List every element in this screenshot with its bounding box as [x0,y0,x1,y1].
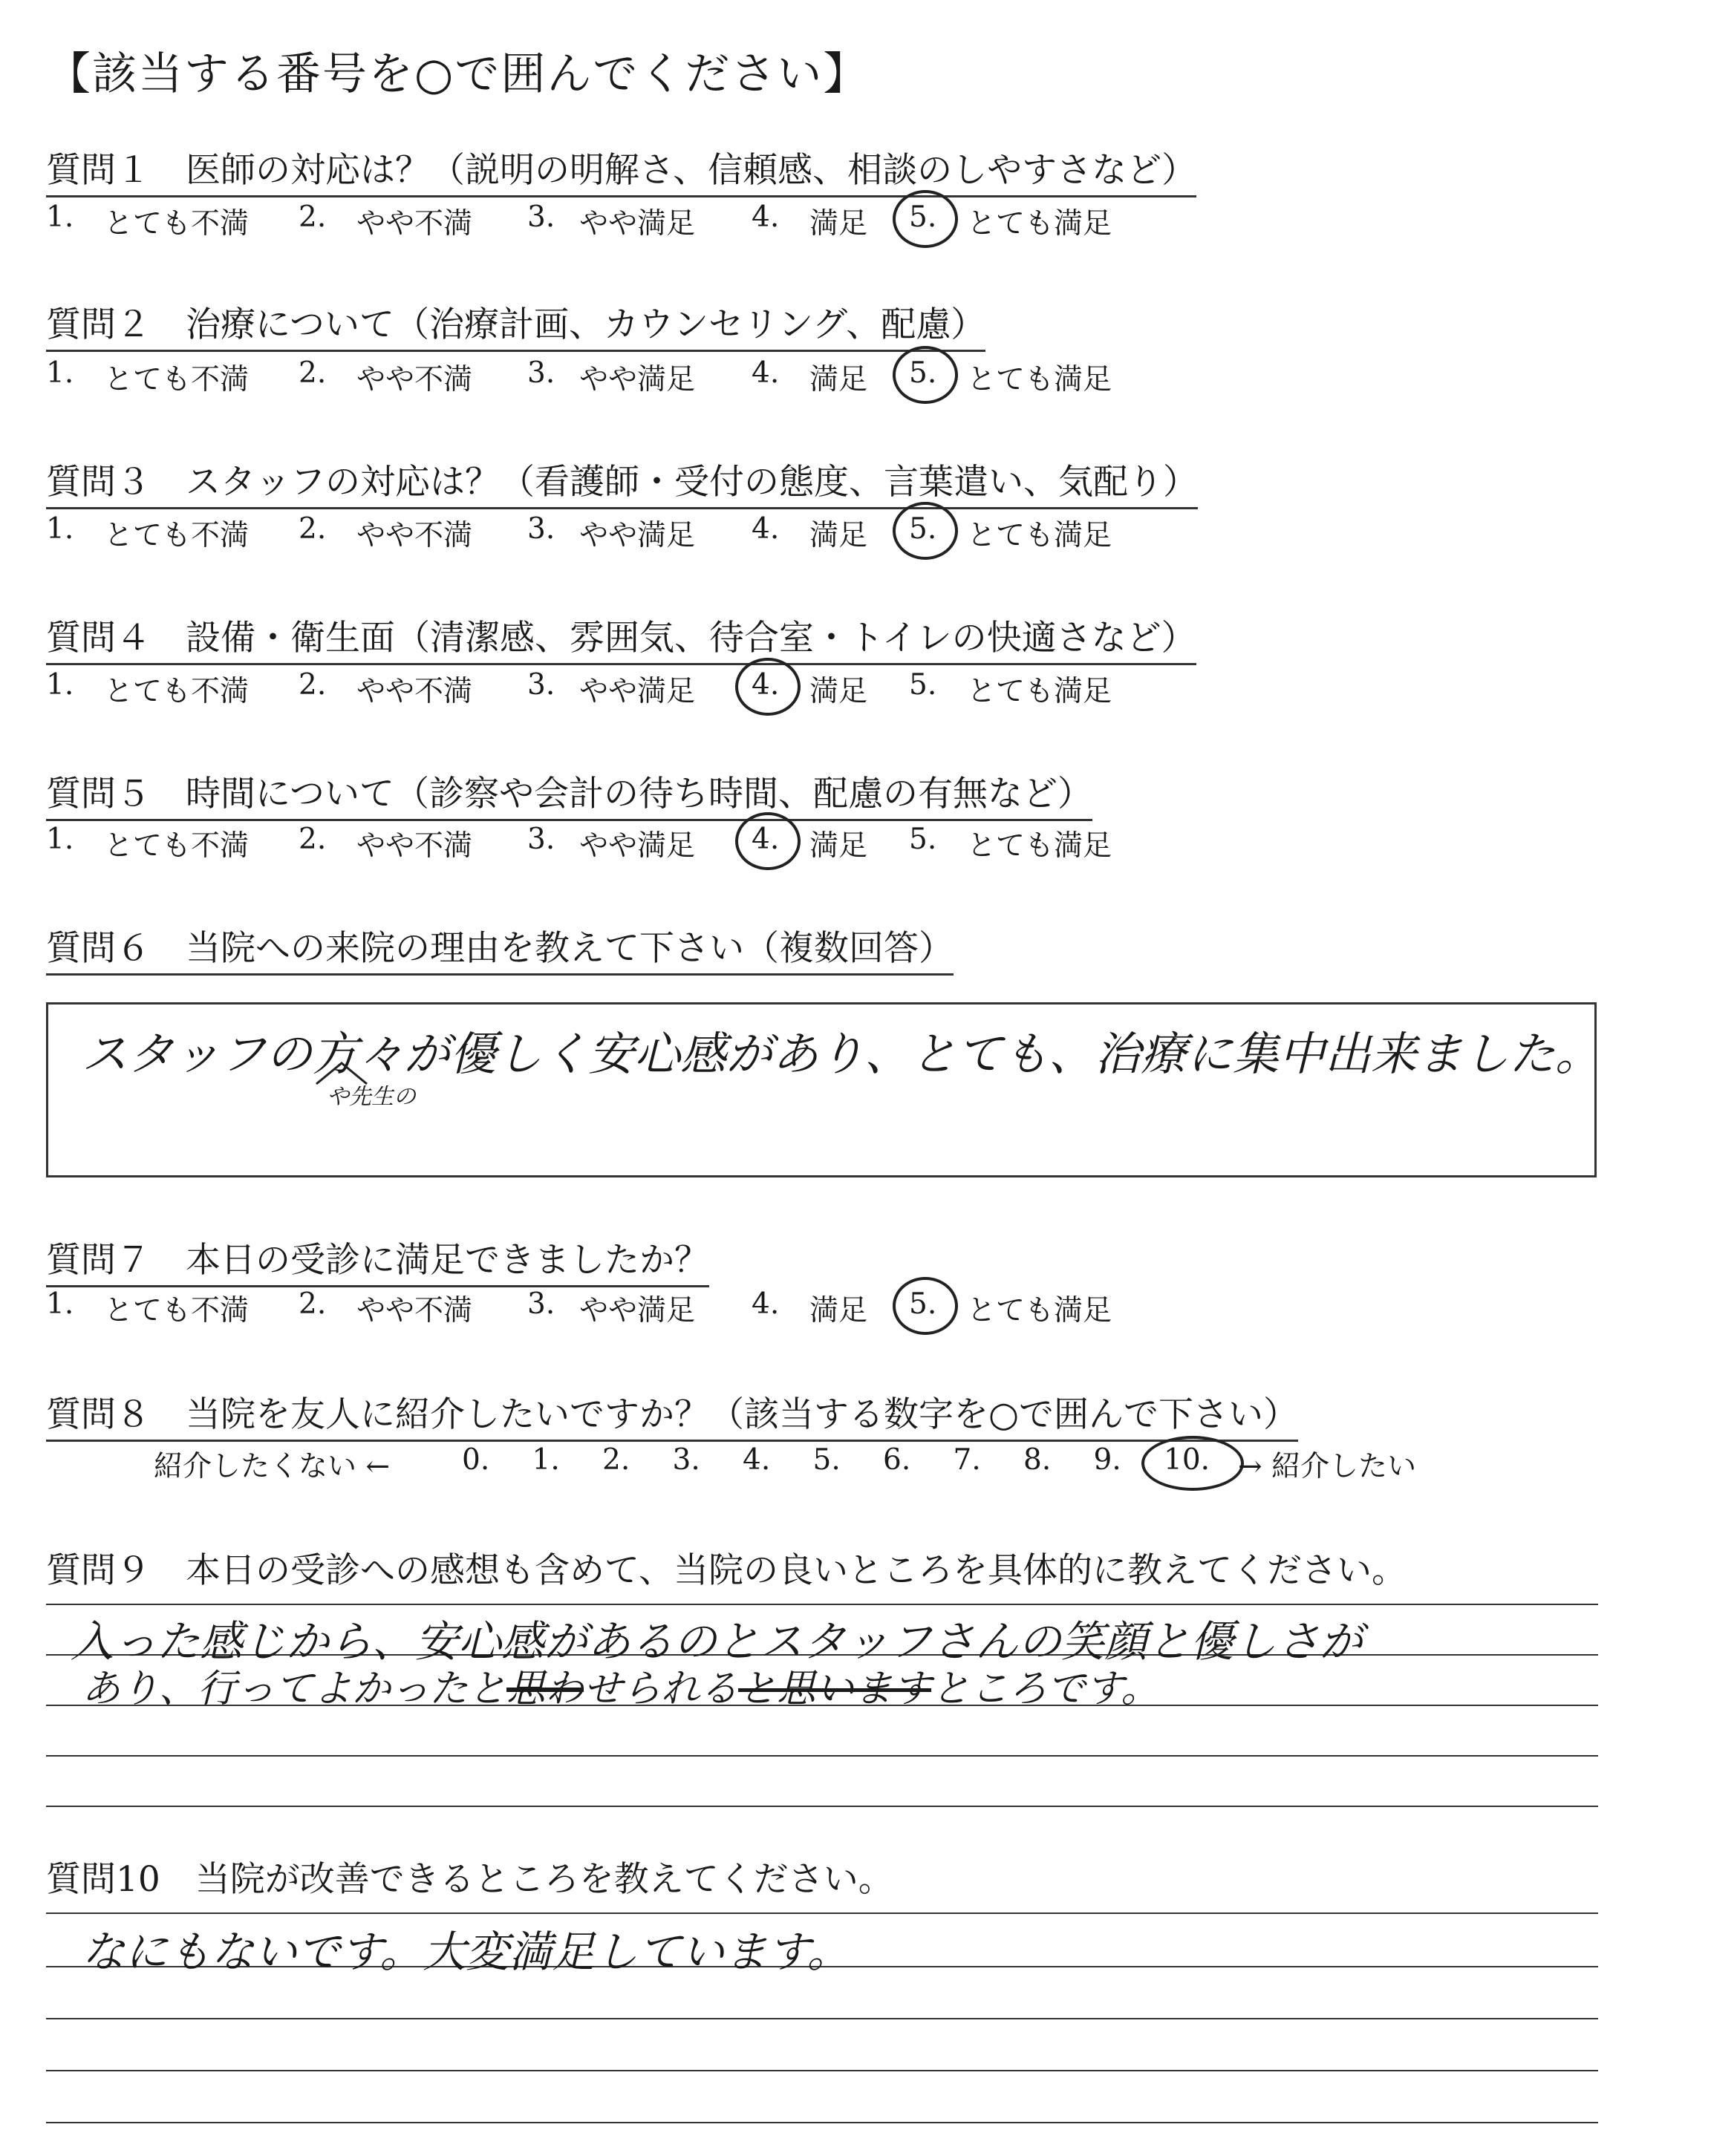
scale-number-0[interactable]: 0. [462,1443,490,1477]
option-number-4[interactable]: 4. [752,512,780,546]
option-label-2.5[interactable]: やや不満 [356,363,473,396]
option-label-4.5[interactable]: 満足 [809,829,868,863]
option-label-3.5[interactable]: やや満足 [579,519,696,552]
option-number-5[interactable]: 5. [909,1287,937,1321]
option-number-5[interactable]: 5. [909,823,937,856]
option-label-1.5[interactable]: とても不満 [104,519,250,552]
question-6-answer: スタッフの方々が優しく安心感があり、とても、治療に集中出来ました。 [82,1027,1602,1081]
q9-line2-mid: せられる [584,1667,739,1711]
option-label-1.5[interactable]: とても不満 [104,829,250,863]
question-1-label: 質問１ 医師の対応は？（説明の明解さ、信頼感、相談のしやすさなど） [46,143,1196,197]
selected-circle-mark [893,190,958,248]
answer-line [46,1912,1598,1914]
question-10-answer: なにもないです。大変満足しています。 [82,1927,850,1977]
option-label-1.5[interactable]: とても不満 [104,207,250,241]
option-number-2[interactable]: 2. [299,356,327,390]
option-number-1[interactable]: 1. [46,512,74,546]
option-label-3.5[interactable]: やや満足 [579,675,696,708]
scale-number-3[interactable]: 3. [672,1443,700,1477]
option-label-3.5[interactable]: やや満足 [579,829,696,863]
option-label-4.5[interactable]: 満足 [809,207,868,241]
question-10-label: 質問10 当院が改善できるところを教えてください。 [46,1859,893,1900]
option-label-2.5[interactable]: やや不満 [356,207,473,241]
option-label-5.5[interactable]: とても満足 [967,675,1112,708]
selected-circle-mark [1141,1436,1244,1491]
question-8-label: 質問８ 当院を友人に紹介したいですか？（該当する数字を○で囲んで下さい） [46,1387,1298,1442]
selected-circle-mark [735,658,801,716]
scale-number-10[interactable]: 10. [1164,1443,1210,1477]
option-number-3[interactable]: 3. [527,356,555,390]
question-6-insert-note: や先生の [327,1084,416,1110]
option-number-5[interactable]: 5. [909,200,937,234]
option-number-2[interactable]: 2. [299,668,327,702]
question-6-label: 質問６ 当院への来院の理由を教えて下さい（複数回答） [46,921,954,976]
scale-number-6[interactable]: 6. [883,1443,911,1477]
option-label-4.5[interactable]: 満足 [809,1294,868,1327]
insert-caret-icon [312,1060,371,1087]
option-label-5.5[interactable]: とても満足 [967,519,1112,552]
scale-number-8[interactable]: 8. [1023,1443,1052,1477]
option-number-3[interactable]: 3. [527,512,555,546]
answer-line [46,2018,1598,2019]
option-label-4.5[interactable]: 満足 [809,519,868,552]
option-label-1.5[interactable]: とても不満 [104,1294,250,1327]
option-label-5.5[interactable]: とても満足 [967,1294,1112,1327]
scale-left-label: 紹介したくない ← [154,1450,391,1483]
option-number-3[interactable]: 3. [527,668,555,702]
option-number-4[interactable]: 4. [752,200,780,234]
option-number-4[interactable]: 4. [752,356,780,390]
option-label-2.5[interactable]: やや不満 [356,675,473,708]
option-label-3.5[interactable]: やや満足 [579,1294,696,1327]
option-label-5.5[interactable]: とても満足 [967,207,1112,241]
question-7-label: 質問７ 本日の受診に満足できましたか？ [46,1232,709,1287]
option-label-1.5[interactable]: とても不満 [104,675,250,708]
scale-right-label: → 紹介したい [1238,1450,1417,1483]
option-number-3[interactable]: 3. [527,823,555,856]
question-3-label: 質問３ スタッフの対応は？（看護師・受付の態度、言葉遣い、気配り） [46,454,1198,509]
option-label-2.5[interactable]: やや不満 [356,829,473,863]
option-label-4.5[interactable]: 満足 [809,363,868,396]
answer-line [46,1755,1598,1757]
option-label-5.5[interactable]: とても満足 [967,829,1112,863]
scale-number-9[interactable]: 9. [1093,1443,1121,1477]
question-9-answer-line-2 [82,1657,1159,1713]
q9-struck-text-1: 思わ [506,1667,584,1711]
option-number-1[interactable]: 1. [46,356,74,390]
answer-line [46,2070,1598,2071]
option-number-1[interactable]: 1. [46,668,74,702]
question-8-scale[interactable] [46,1443,1606,1488]
question-5-label: 質問５ 時間について（診察や会計の待ち時間、配慮の有無など） [46,766,1092,821]
selected-circle-mark [893,346,958,404]
option-label-4.5[interactable]: 満足 [809,675,868,708]
question-9-answer-line-1: 入った感じから、安心感があるのとスタッフさんの笑顔と優しさが [71,1616,1363,1667]
option-number-5[interactable]: 5. [909,512,937,546]
option-number-2[interactable]: 2. [299,512,327,546]
scale-number-4[interactable]: 4. [743,1443,771,1477]
option-number-3[interactable]: 3. [527,1287,555,1321]
selected-circle-mark [893,1277,958,1335]
form-title: 【該当する番号を○で囲んでください】 [46,48,870,100]
q9-struck-text-2: と思います [738,1667,932,1711]
question-4-label: 質問４ 設備・衛生面（清潔感、雰囲気、待合室・トイレの快適さなど） [46,610,1196,665]
option-number-1[interactable]: 1. [46,823,74,856]
option-number-2[interactable]: 2. [299,200,327,234]
option-number-1[interactable]: 1. [46,200,74,234]
answer-line [46,1806,1598,1807]
option-number-1[interactable]: 1. [46,1287,74,1321]
option-number-5[interactable]: 5. [909,668,937,702]
option-label-3.5[interactable]: やや満足 [579,207,696,241]
option-label-3.5[interactable]: やや満足 [579,363,696,396]
q9-line2-start: あり、行ってよかったと [82,1667,507,1711]
selected-circle-mark [893,502,958,560]
option-label-5.5[interactable]: とても満足 [967,363,1112,396]
question-9-label: 質問９ 本日の受診への感想も含めて、当院の良いところを具体的に教えてください。 [46,1550,1407,1591]
answer-line [46,1604,1598,1605]
q9-line2-end: ところです。 [931,1667,1160,1711]
option-number-4[interactable]: 4. [752,1287,780,1321]
answer-line [46,2122,1598,2123]
option-number-4[interactable]: 4. [752,668,780,702]
option-number-3[interactable]: 3. [527,200,555,234]
scale-number-1[interactable]: 1. [532,1443,560,1477]
option-number-5[interactable]: 5. [909,356,937,390]
option-label-1.5[interactable]: とても不満 [104,363,250,396]
option-number-2[interactable]: 2. [299,823,327,856]
option-number-2[interactable]: 2. [299,1287,327,1321]
option-label-2.5[interactable]: やや不満 [356,519,473,552]
selected-circle-mark [735,812,801,870]
option-label-2.5[interactable]: やや不満 [356,1294,473,1327]
scale-number-5[interactable]: 5. [812,1443,841,1477]
question-2-label: 質問２ 治療について（治療計画、カウンセリング、配慮） [46,297,985,352]
option-number-4[interactable]: 4. [752,823,780,856]
scale-number-7[interactable]: 7. [953,1443,981,1477]
scale-number-2[interactable]: 2. [602,1443,630,1477]
